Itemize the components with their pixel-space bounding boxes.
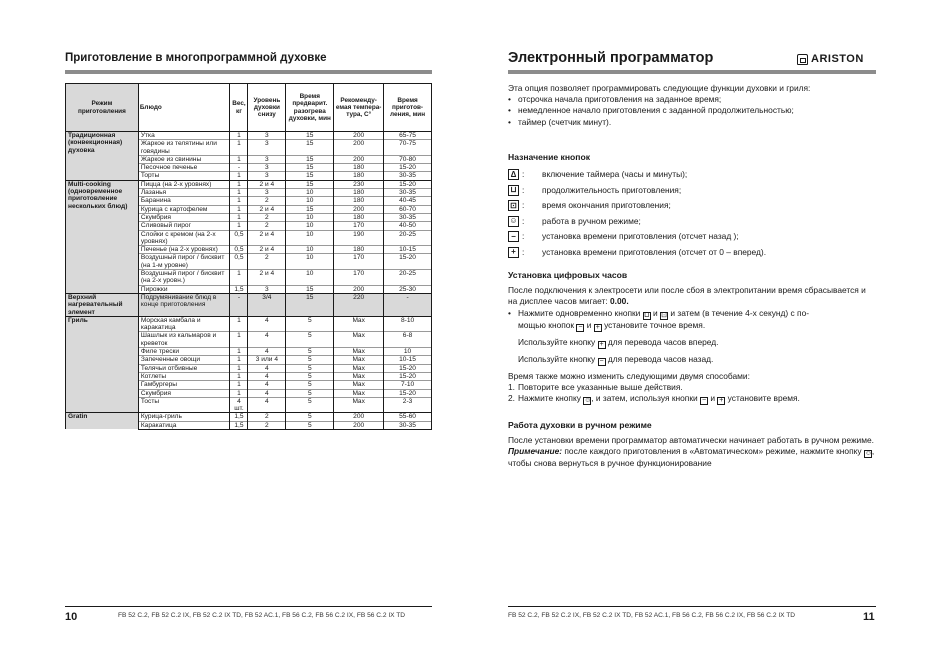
value-cell: 15	[286, 180, 334, 188]
keys-section	[508, 152, 876, 260]
value-cell: 8-10	[384, 316, 432, 332]
col-header-temperature: Рекоменду-емая темпера-тура, С°	[334, 84, 384, 132]
value-cell: 0,5	[230, 230, 248, 246]
value-cell: 1	[230, 205, 248, 213]
value-cell: 3	[248, 155, 286, 163]
key-row	[508, 229, 876, 245]
value-cell: 1	[230, 389, 248, 397]
value-cell: 2	[248, 222, 286, 230]
manual-section	[508, 420, 876, 470]
value-cell: 10	[286, 230, 334, 246]
note-label: Примечание:	[508, 446, 563, 457]
value-cell: 15	[286, 140, 334, 156]
value-cell: 10	[286, 197, 334, 205]
value-cell: 1	[230, 180, 248, 188]
value-cell: 3	[248, 140, 286, 156]
dish-cell: Сливовый пирог	[138, 222, 230, 230]
dish-cell: Тосты	[138, 397, 230, 413]
value-cell: 10	[286, 270, 334, 286]
intro-bullet: • немедленное начало приготовления с заданной продолжительностью;	[508, 105, 876, 116]
cooking-table	[65, 83, 432, 430]
dish-cell: Запеченные овощи	[138, 356, 230, 364]
value-cell: 3	[248, 132, 286, 140]
plus-icon: +	[595, 323, 600, 331]
value-cell: 30-35	[384, 421, 432, 429]
value-cell: 15-20	[384, 389, 432, 397]
key-colon: :	[522, 184, 525, 195]
minus-icon: −	[578, 323, 583, 331]
value-cell: 4 шт.	[230, 397, 248, 413]
value-cell: 1,5	[230, 285, 248, 293]
value-cell: 200	[334, 421, 384, 429]
value-cell: 20-25	[384, 230, 432, 246]
use-minus-text	[508, 354, 876, 366]
note-b: , чтобы снова вернуться в ручное функционирование	[508, 446, 875, 469]
intro-bullet: • таймер (счетчик минут).	[508, 117, 876, 128]
value-cell: 2	[248, 413, 286, 421]
value-cell: 180	[334, 197, 384, 205]
manual-icon: ☺	[584, 397, 592, 405]
col-header-dish: Блюдо	[138, 84, 230, 132]
mode-cell: Верхний нагревательный элемент	[66, 293, 139, 316]
key-description: время окончания приготовления;	[542, 200, 671, 211]
value-cell: 2 и 4	[248, 180, 286, 188]
value-cell: Max	[334, 348, 384, 356]
dish-cell: Телячьи отбивные	[138, 364, 230, 372]
col-header-preheat: Время предварит. разогрева духовки, мин	[286, 84, 334, 132]
value-cell: 15-20	[384, 180, 432, 188]
value-cell: 70-80	[384, 155, 432, 163]
minus-icon: −	[701, 397, 707, 405]
value-cell: 65-75	[384, 132, 432, 140]
value-cell: 4	[248, 348, 286, 356]
value-cell: -	[230, 164, 248, 172]
value-cell: 200	[334, 413, 384, 421]
dish-cell: Курица с картофелем	[138, 205, 230, 213]
dish-cell: Утка	[138, 132, 230, 140]
key-description: продолжительность приготовления;	[542, 184, 682, 195]
brand-name: ARISTON	[811, 53, 864, 65]
value-cell: 3/4	[248, 293, 286, 316]
value-cell: 15-20	[384, 164, 432, 172]
value-cell: 5	[286, 372, 334, 380]
value-cell: 1	[230, 222, 248, 230]
value-cell: 15	[286, 293, 334, 316]
value-cell: 10-15	[384, 356, 432, 364]
dish-cell: Каракатица	[138, 421, 230, 429]
dish-cell: Лазанья	[138, 189, 230, 197]
value-cell: 15-20	[384, 364, 432, 372]
value-cell: 2	[248, 213, 286, 221]
value-cell: 1	[230, 197, 248, 205]
key-description: включение таймера (часы и минуты);	[542, 169, 688, 180]
key-row	[508, 214, 876, 230]
value-cell: 5	[286, 348, 334, 356]
clock-alt-2c: и	[710, 393, 716, 404]
dish-cell: Гамбургеры	[138, 381, 230, 389]
value-cell: 0,5	[230, 246, 248, 254]
value-cell: 15	[286, 285, 334, 293]
clock-bullet-text: Нажмите одновременно кнопки	[518, 307, 641, 318]
key-description: установка времени приготовления (отсчет назад );	[542, 231, 739, 242]
value-cell: 5	[286, 316, 334, 332]
key-description: установка времени приготовления (отсчет от 0 – вперед).	[542, 246, 767, 257]
value-cell: 2	[248, 197, 286, 205]
value-cell: 2 и 4	[248, 270, 286, 286]
value-cell: 5	[286, 381, 334, 389]
mode-cell: Традиционная (конвекционная) духовка	[66, 132, 139, 181]
table-row	[66, 413, 432, 421]
duration-icon: ⊔	[643, 311, 650, 319]
value-cell: 230	[334, 180, 384, 188]
value-cell: 7-10	[384, 381, 432, 389]
value-cell: 40-50	[384, 222, 432, 230]
value-cell: 3	[248, 164, 286, 172]
note-a: после каждого приготовления в «Автоматическом» режиме, нажмите кнопку	[564, 446, 862, 457]
clock-paragraph: После подключения к электросети или после сбоя в электропитании время сбрасывается и на дисплее часов мигает: 0.00.	[508, 285, 866, 307]
value-cell: 3	[248, 189, 286, 197]
value-cell: 15	[286, 205, 334, 213]
header-rule	[65, 70, 432, 74]
value-cell: 4	[248, 364, 286, 372]
value-cell: 1,5	[230, 421, 248, 429]
value-cell: 4	[248, 316, 286, 332]
bell-icon: Δ	[508, 169, 519, 180]
clock-bullet-text: и	[586, 319, 592, 330]
value-cell: 70-75	[384, 140, 432, 156]
dish-cell: Печенье (на 2-х уровнях)	[138, 246, 230, 254]
value-cell: Max	[334, 372, 384, 380]
dish-cell: Подрумянивание блюд в конце приготовления	[138, 293, 230, 316]
value-cell: 1	[230, 381, 248, 389]
dish-cell: Песочное печенье	[138, 164, 230, 172]
clock-alt-1: Повторите все указанные выше действия.	[518, 381, 683, 392]
mode-cell: Gratin	[66, 413, 139, 430]
clock-bullet-text: и	[653, 307, 658, 318]
value-cell: 4	[248, 332, 286, 348]
use-plus-b: для перевода часов вперед.	[607, 336, 719, 347]
value-cell: Max	[334, 389, 384, 397]
key-row	[508, 245, 876, 261]
value-cell: 10	[286, 254, 334, 270]
value-cell: 2	[248, 254, 286, 270]
value-cell: 180	[334, 189, 384, 197]
key-colon: :	[522, 231, 525, 242]
dish-cell: Слойки с кремом (на 2-х уровнях)	[138, 230, 230, 246]
value-cell: 170	[334, 222, 384, 230]
dish-cell: Скумбрия	[138, 389, 230, 397]
value-cell: 30-35	[384, 189, 432, 197]
value-cell: 5	[286, 389, 334, 397]
minus-icon: −	[508, 231, 519, 242]
value-cell: -	[230, 293, 248, 316]
value-cell: 10	[384, 348, 432, 356]
value-cell: Max	[334, 364, 384, 372]
page-title: Приготовление в многопрограммной духовке	[65, 52, 327, 64]
end-time-icon: ⊡	[661, 311, 667, 319]
mode-cell: Гриль	[66, 316, 139, 413]
value-cell: 1	[230, 213, 248, 221]
col-header-mode: Режим приготовления	[66, 84, 139, 132]
value-cell: 10	[286, 222, 334, 230]
dish-cell: Торты	[138, 172, 230, 180]
clock-bullet-text: мощью кнопок	[518, 319, 575, 330]
page-title: Электронный программатор	[508, 50, 714, 66]
table-header-row	[66, 84, 432, 132]
table-row	[66, 132, 432, 140]
note-text	[508, 446, 876, 469]
value-cell: 30-35	[384, 213, 432, 221]
value-cell: 170	[334, 270, 384, 286]
value-cell: Max	[334, 316, 384, 332]
value-cell: -	[384, 293, 432, 316]
dish-cell: Курица-гриль	[138, 413, 230, 421]
value-cell: 190	[334, 230, 384, 246]
plus-icon: +	[599, 340, 604, 348]
table-row	[66, 180, 432, 188]
col-header-weight: Вес, кг	[230, 84, 248, 132]
value-cell: 2 и 4	[248, 246, 286, 254]
dish-cell: Котлеты	[138, 372, 230, 380]
value-cell: 30-35	[384, 172, 432, 180]
value-cell: 180	[334, 213, 384, 221]
value-cell: 200	[334, 140, 384, 156]
end-time-icon: ⊡	[508, 200, 519, 211]
manual-icon: ☺	[864, 450, 873, 458]
header-rule	[508, 70, 876, 74]
value-cell: 3	[248, 172, 286, 180]
clock-alt-2b: , и затем, используя кнопки	[591, 393, 698, 404]
value-cell: 1	[230, 155, 248, 163]
value-cell: 15	[286, 164, 334, 172]
value-cell: 20-25	[384, 270, 432, 286]
value-cell: 200	[334, 132, 384, 140]
clock-alt-2d: установите время.	[727, 393, 800, 404]
manual-heading: Работа духовки в ручном режиме	[508, 420, 652, 430]
value-cell: 4	[248, 397, 286, 413]
plus-icon: +	[508, 247, 519, 258]
value-cell: 60-70	[384, 205, 432, 213]
value-cell: 5	[286, 332, 334, 348]
clock-alt-2a: Нажмите кнопку	[518, 393, 581, 404]
value-cell: 180	[334, 172, 384, 180]
value-cell: 4	[248, 389, 286, 397]
dish-cell: Воздушный пирог / бисквит (на 2-х уровн.)	[138, 270, 230, 286]
key-colon: :	[522, 200, 525, 211]
value-cell: 5	[286, 413, 334, 421]
clock-alt-item: 1. Повторите все указанные выше действия.	[508, 381, 683, 392]
value-cell: Max	[334, 356, 384, 364]
value-cell: 1	[230, 332, 248, 348]
model-list: FB 52 C.2, FB 52 C.2 IX, FB 52 C.2 IX TD, FB 52 AC.1, FB 56 C.2, FB 56 C.2 IX, FB 56 C.2 IX TD	[118, 612, 406, 619]
dish-cell: Жаркое из телятины или говядины	[138, 140, 230, 156]
value-cell: 1	[230, 189, 248, 197]
dish-cell: Филе трески	[138, 348, 230, 356]
key-row	[508, 167, 876, 183]
value-cell: 1,5	[230, 413, 248, 421]
dish-cell: Жаркое из свинины	[138, 155, 230, 163]
value-cell: 200	[334, 155, 384, 163]
value-cell: 5	[286, 356, 334, 364]
value-cell: 55-60	[384, 413, 432, 421]
footer-rule	[508, 606, 876, 607]
mode-cell: Multi-cooking (одновременное приготовление нескольких блюд)	[66, 180, 139, 293]
value-cell: 15	[286, 172, 334, 180]
value-cell: 1	[230, 364, 248, 372]
clock-alt-item: 2. Нажмите кнопку ☺, и затем, используя кнопки − и + установите время.	[508, 393, 800, 405]
clock-alt-text: Время также можно изменить следующими двумя способами:	[508, 370, 750, 381]
value-cell: 0,5	[230, 254, 248, 270]
value-cell: 1	[230, 372, 248, 380]
value-cell: 15-20	[384, 254, 432, 270]
value-cell: 200	[334, 205, 384, 213]
manual-text: После установки времени программатор автоматически начинает работать в ручном режиме.	[508, 435, 874, 446]
keys-heading: Назначение кнопок	[508, 152, 591, 162]
value-cell: 4	[248, 381, 286, 389]
page-number: 11	[863, 611, 875, 623]
dish-cell: Баранина	[138, 197, 230, 205]
key-row	[508, 198, 876, 214]
value-cell: 4	[248, 372, 286, 380]
col-header-time: Время приготов-ления, мин	[384, 84, 432, 132]
value-cell: 15	[286, 155, 334, 163]
value-cell: 10	[286, 246, 334, 254]
value-cell: 1	[230, 140, 248, 156]
display-value: 0.00	[610, 296, 627, 307]
use-minus-a: Используйте кнопку	[518, 353, 596, 364]
value-cell: Max	[334, 381, 384, 389]
manual-icon: ☺	[509, 216, 518, 226]
value-cell: 1	[230, 316, 248, 332]
minus-icon: −	[599, 357, 604, 365]
page-number: 10	[65, 611, 78, 623]
key-colon: :	[522, 246, 525, 257]
value-cell: 5	[286, 421, 334, 429]
clock-text: После подключения к электросети или после сбоя в электропитании время сбрасывается и на дисплее часов мигает:	[508, 285, 866, 307]
value-cell: 200	[334, 285, 384, 293]
table-row	[66, 316, 432, 332]
intro-section	[508, 83, 876, 128]
clock-bullet-text: установите точное время.	[604, 319, 706, 330]
dish-cell: Воздушный пирог / бисквит (на 1-м уровне)	[138, 254, 230, 270]
duration-icon: ⊔	[508, 185, 519, 196]
value-cell: 2 и 4	[248, 205, 286, 213]
keys-list	[508, 167, 876, 260]
ariston-logo-icon	[797, 54, 808, 65]
footer-rule	[65, 606, 432, 607]
dish-cell: Пицца (на 2-х уровнях)	[138, 180, 230, 188]
use-plus-text	[508, 337, 876, 349]
value-cell: 1	[230, 270, 248, 286]
value-cell: 2-3	[384, 397, 432, 413]
value-cell: 15	[286, 132, 334, 140]
value-cell: 3 или 4	[248, 356, 286, 364]
value-cell: Max	[334, 332, 384, 348]
dish-cell: Пирожки	[138, 285, 230, 293]
key-description: работа в ручном режиме;	[542, 215, 641, 226]
dish-cell: Скумбрия	[138, 213, 230, 221]
value-cell: 2	[248, 421, 286, 429]
intro-bullet: • отсрочка начала приготовления на заданное время;	[508, 94, 876, 105]
value-cell: 6-8	[384, 332, 432, 348]
model-list: FB 52 C.2, FB 52 C.2 IX, FB 52 C.2 IX TD, FB 52 AC.1, FB 56 C.2, FB 56 C.2 IX, FB 56 C.2 IX TD	[508, 612, 796, 619]
plus-icon: +	[719, 397, 724, 405]
use-plus-a: Используйте кнопку	[518, 336, 596, 347]
value-cell: 10-15	[384, 246, 432, 254]
clock-bullet	[508, 308, 876, 332]
value-cell: Max	[334, 397, 384, 413]
value-cell: 180	[334, 246, 384, 254]
value-cell: 5	[286, 364, 334, 372]
value-cell: 2 и 4	[248, 230, 286, 246]
use-minus-b: для перевода часов назад.	[607, 353, 714, 364]
key-colon: :	[522, 169, 525, 180]
cooking-table-wrapper	[65, 83, 432, 430]
key-colon: :	[522, 215, 525, 226]
value-cell: 10	[286, 213, 334, 221]
key-row	[508, 183, 876, 199]
brand-logo	[797, 53, 864, 65]
value-cell: 1	[230, 172, 248, 180]
value-cell: 170	[334, 254, 384, 270]
table-row	[66, 293, 432, 316]
value-cell: 25-30	[384, 285, 432, 293]
value-cell: 180	[334, 164, 384, 172]
col-header-level: Уровень духовки снизу	[248, 84, 286, 132]
value-cell: 5	[286, 397, 334, 413]
value-cell: 3	[248, 285, 286, 293]
intro-text: Эта опция позволяет программировать следующие функции духовки и гриля:	[508, 83, 811, 93]
right-page	[470, 0, 940, 664]
value-cell: 15-20	[384, 372, 432, 380]
value-cell: 220	[334, 293, 384, 316]
clock-section	[508, 270, 876, 405]
dish-cell: Шашлык из кальмаров и креветок	[138, 332, 230, 348]
value-cell: 1	[230, 356, 248, 364]
clock-heading: Установка цифровых часов	[508, 270, 628, 280]
value-cell: 40-45	[384, 197, 432, 205]
clock-bullet-text: и затем (в течение 4-х секунд) с по-	[670, 307, 810, 318]
value-cell: 1	[230, 132, 248, 140]
dish-cell: Морская камбала и каракатица	[138, 316, 230, 332]
value-cell: 1	[230, 348, 248, 356]
value-cell: 10	[286, 189, 334, 197]
